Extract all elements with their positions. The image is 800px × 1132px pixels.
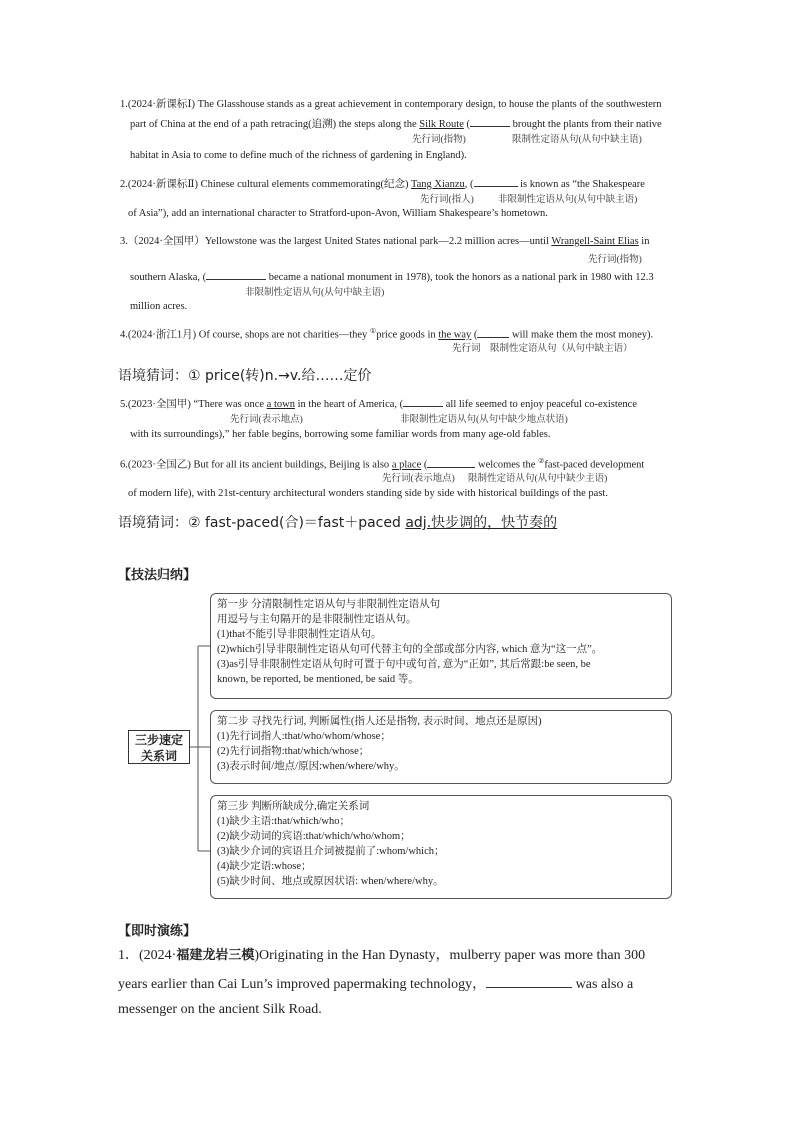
example-5-line-2: with its surroundings),” her fable begins, borrowing some familiar words from many age-old fables.: [130, 429, 551, 440]
note-clause: 限制性定语从句(从句中缺少主语): [468, 474, 608, 484]
step-2-line: (3)表示时间/地点/原因:when/where/why。: [217, 761, 405, 772]
context-guess-1: 语境猜词：① price(转)n.→v.给……定价: [118, 368, 372, 384]
step-3-line: (5)缺少时间、地点或原因状语: when/where/why。: [217, 876, 444, 887]
step-2-line: (1)先行词指人:that/who/whom/whose；: [217, 731, 391, 742]
text: became a national monument in 1978), took the honors as a national park in 1980 with 12.3: [266, 272, 654, 283]
step-3-line: (1)缺少主语:that/which/who；: [217, 816, 350, 827]
text: 1．(2024·: [118, 948, 177, 963]
text: , (: [464, 179, 474, 190]
text: was also a: [572, 977, 634, 992]
text: 2.(2024·新课标Ⅱ) Chinese cultural elements commemorating(纪念): [120, 179, 411, 190]
note-antecedent: 先行词(指人): [420, 195, 474, 205]
text: 5.(2023·全国甲) “There was once: [120, 399, 267, 410]
mind-map-root: [128, 730, 190, 764]
step-1-line: (2)which引导非限制性定语从句可代替主句的全部或部分内容, which 意为“这一点”。: [217, 644, 603, 655]
step-1-box: [210, 593, 672, 699]
text: )Originating in the Han Dynasty，mulberry paper was more than 300: [254, 948, 646, 963]
text: will make them the most money).: [509, 329, 654, 341]
footnote-marker: ②: [538, 457, 545, 465]
question-source: 福建龙岩三模: [176, 948, 255, 963]
step-2-box: [210, 710, 672, 784]
text: (: [463, 119, 471, 130]
antecedent: Silk Route: [419, 119, 464, 130]
footnote-marker: ①: [369, 327, 377, 335]
root-label-line-2: 关系词: [140, 749, 177, 763]
note-antecedent: 先行词(指物): [588, 255, 642, 265]
note-clause: 非限制性定语从句(从句中缺主语): [245, 288, 385, 298]
example-6-line-2: of modern life), with 21st-century architectural wonders standing side by side with historical buildings of the past.: [128, 488, 608, 499]
note-antecedent: 先行词(表示地点): [230, 415, 303, 425]
text: years earlier than Cai Lun’s improved papermaking technology，: [118, 977, 487, 992]
note-clause: 非限制性定语从句(从句中缺少地点状语): [400, 415, 568, 425]
text: in the heart of America, (: [294, 399, 404, 410]
step-1-heading: 第一步 分清限制性定语从句与非限制性定语从句: [217, 599, 441, 610]
antecedent: a town: [266, 399, 295, 410]
root-label-line-1: 三步速定: [134, 733, 183, 747]
step-1-line: known, be reported, be mentioned, be said 等。: [217, 674, 419, 685]
text: is known as “the Shakespeare: [517, 179, 645, 190]
text: brought the plants from their native: [510, 119, 662, 130]
step-3-box: [210, 795, 672, 899]
section-heading-practice: 【即时演练】: [118, 924, 197, 939]
text: part of China at the end of a path retracing(追溯) the steps along the: [130, 119, 420, 130]
text: fast-paced development: [544, 459, 645, 471]
step-3-heading: 第三步 判断所缺成分,确定关系词: [217, 801, 370, 812]
step-2-line: (2)先行词指物:that/which/whose；: [217, 746, 370, 757]
antecedent: Wrangell-Saint Elias: [551, 236, 639, 247]
example-3-line-3: million acres.: [130, 301, 188, 312]
text: (: [471, 329, 478, 341]
text: price goods in: [376, 329, 439, 341]
section-heading-summary: 【技法归纳】: [118, 568, 197, 583]
text: all life seemed to enjoy peaceful co-existence: [443, 399, 638, 410]
antecedent: Tang Xianzu: [410, 179, 465, 190]
step-3-line: (2)缺少动词的宾语:that/which/who/whom；: [217, 831, 411, 842]
step-1-line: 用逗号与主句隔开的是非限制性定语从句。: [217, 614, 417, 625]
example-1-line-1: 1.(2024·新课标Ⅰ) The Glasshouse stands as a great achievement in contemporary design, to house the plants of the southwestern: [120, 99, 662, 110]
step-1-line: (3)as引导非限制性定语从句时可置于句中或句首, 意为“正如”, 其后常跟:be seen, be: [217, 659, 591, 670]
answer-blank[interactable]: [486, 972, 572, 988]
text: 语境猜词：② fast-paced(合)＝fast＋paced: [118, 515, 406, 531]
step-1-line: (1)that不能引导非限制性定语从句。: [217, 629, 382, 640]
text: southern Alaska, (: [130, 272, 207, 283]
note-antecedent: 先行词(指物): [412, 135, 466, 145]
question-1-line-1: [118, 944, 645, 968]
text: adj.快步调的，快节奏的: [405, 515, 558, 531]
example-1-line-3: habitat in Asia to come to define much of the richness of gardening in England).: [130, 150, 467, 161]
step-2-heading: 第二步 寻找先行词, 判断属性(指人还是指物, 表示时间、地点还是原因): [217, 716, 542, 727]
text: 6.(2023·全国乙) But for all its ancient buildings, Beijing is also: [120, 459, 392, 471]
text: 4.(2024·浙江1月) Of course, shops are not charities—they: [120, 329, 370, 341]
antecedent: the way: [438, 329, 472, 341]
question-1-line-3: messenger on the ancient Silk Road.: [118, 1002, 322, 1017]
text: welcomes the: [475, 459, 539, 471]
note-clause: 限制性定语从句（从句中缺主语）: [490, 344, 633, 354]
note-antecedent: 先行词(表示地点): [382, 474, 455, 484]
text: in: [638, 236, 650, 247]
question-1-line-2: [118, 972, 633, 997]
antecedent: a place: [391, 459, 422, 471]
step-3-line: (4)缺少定语:whose；: [217, 861, 312, 872]
text: 3.（2024·全国甲）Yellowstone was the largest United States national park—2.2 million acres—until: [120, 236, 552, 247]
note-clause: 非限制性定语从句(从句中缺主语): [498, 195, 638, 205]
note-antecedent: 先行词: [452, 344, 481, 354]
text: (: [421, 459, 428, 471]
example-2-line-2: of Asia”), add an international character to Stratford-upon-Avon, William Shakespeare’s hometown.: [128, 208, 548, 219]
step-3-line: (3)缺少介词的宾语且介词被提前了:whom/which；: [217, 846, 445, 857]
note-clause: 限制性定语从句(从句中缺主语): [512, 135, 642, 145]
